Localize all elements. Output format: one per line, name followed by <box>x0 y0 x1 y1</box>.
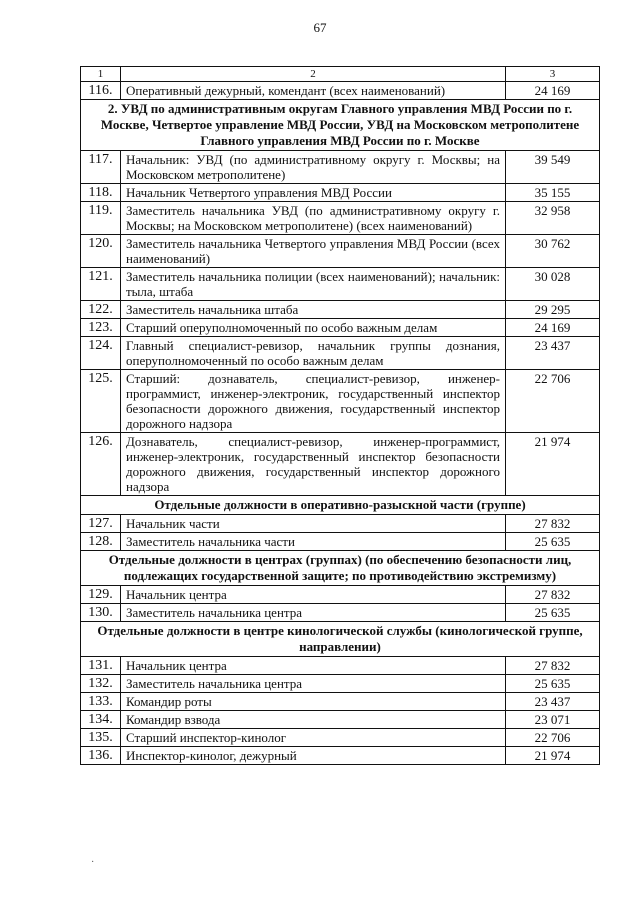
table-row <box>81 693 600 711</box>
salary-value: 25 635 <box>506 604 600 622</box>
salary-value: 39 549 <box>506 151 600 184</box>
page-number: 67 <box>313 20 327 35</box>
position-title: Заместитель начальника Четвертого управления МВД России (всех наименований) <box>121 235 506 268</box>
section-title: Отдельные должности в центре кинологической службы (кинологической группе, направлении) <box>81 622 600 657</box>
table-row <box>81 515 600 533</box>
row-number: 125. <box>81 370 121 433</box>
row-number: 124. <box>81 337 121 370</box>
table-row <box>81 370 600 433</box>
salary-value: 25 635 <box>506 675 600 693</box>
salary-value: 21 974 <box>506 433 600 496</box>
salary-value: 23 071 <box>506 711 600 729</box>
salary-value: 24 169 <box>506 82 600 100</box>
position-title: Заместитель начальника полиции (всех наименований); начальник: тыла, штаба <box>121 268 506 301</box>
salary-value: 27 832 <box>506 657 600 675</box>
row-number: 126. <box>81 433 121 496</box>
salary-value: 32 958 <box>506 202 600 235</box>
table-row <box>81 711 600 729</box>
table-row <box>81 301 600 319</box>
salary-table <box>80 66 600 765</box>
row-number: 133. <box>81 693 121 711</box>
row-number: 121. <box>81 268 121 301</box>
salary-value: 30 762 <box>506 235 600 268</box>
row-number: 136. <box>81 747 121 765</box>
table-row <box>81 586 600 604</box>
position-title: Старший инспектор-кинолог <box>121 729 506 747</box>
table-row <box>81 604 600 622</box>
table-row <box>81 747 600 765</box>
header-col-3: 3 <box>506 67 600 82</box>
row-number: 128. <box>81 533 121 551</box>
salary-value: 24 169 <box>506 319 600 337</box>
table-row <box>81 151 600 184</box>
position-title: Заместитель начальника центра <box>121 675 506 693</box>
table-row <box>81 729 600 747</box>
table-row <box>81 675 600 693</box>
position-title: Начальник Четвертого управления МВД России <box>121 184 506 202</box>
salary-value: 27 832 <box>506 515 600 533</box>
table-row <box>81 319 600 337</box>
table-row <box>81 657 600 675</box>
bottom-mark: · <box>91 857 95 868</box>
section-title: 2. УВД по административным округам Главного управления МВД России по г. Москве, Четвертое управление МВД России, УВД на Московском метрополитене Главного управления МВД России по г. Москве <box>81 100 600 151</box>
salary-value: 27 832 <box>506 586 600 604</box>
row-number: 123. <box>81 319 121 337</box>
row-number: 122. <box>81 301 121 319</box>
position-title: Заместитель начальника части <box>121 533 506 551</box>
salary-value: 23 437 <box>506 337 600 370</box>
position-title: Начальник центра <box>121 657 506 675</box>
row-number: 127. <box>81 515 121 533</box>
table-row <box>81 268 600 301</box>
salary-value: 22 706 <box>506 729 600 747</box>
table-row <box>81 235 600 268</box>
position-title: Главный специалист-ревизор, начальник группы дознания, оперуполномоченный по особо важным делам <box>121 337 506 370</box>
table-row <box>81 184 600 202</box>
row-number: 118. <box>81 184 121 202</box>
header-col-1: 1 <box>81 67 121 82</box>
position-title: Командир роты <box>121 693 506 711</box>
position-title: Заместитель начальника центра <box>121 604 506 622</box>
table-row <box>81 533 600 551</box>
section-header-row <box>81 551 600 586</box>
position-title: Оперативный дежурный, комендант (всех наименований) <box>121 82 506 100</box>
section-header-row <box>81 100 600 151</box>
position-title: Начальник части <box>121 515 506 533</box>
section-title: Отдельные должности в оперативно-разыскной части (группе) <box>81 496 600 515</box>
row-number: 119. <box>81 202 121 235</box>
salary-value: 21 974 <box>506 747 600 765</box>
row-number: 116. <box>81 82 121 100</box>
salary-value: 30 028 <box>506 268 600 301</box>
position-title: Командир взвода <box>121 711 506 729</box>
row-number: 134. <box>81 711 121 729</box>
row-number: 129. <box>81 586 121 604</box>
table-header-row <box>81 67 600 82</box>
salary-value: 23 437 <box>506 693 600 711</box>
position-title: Заместитель начальника штаба <box>121 301 506 319</box>
salary-value: 22 706 <box>506 370 600 433</box>
section-title: Отдельные должности в центрах (группах) (по обеспечению безопасности лиц, подлежащих государственной защите; по противодействию экстремизму) <box>81 551 600 586</box>
position-title: Старший: дознаватель, специалист-ревизор, инженер-программист, инженер-электроник, государственный инспектор безопасности дорожного движения, государственный инспектор дорожного надзора <box>121 370 506 433</box>
row-number: 135. <box>81 729 121 747</box>
table-row <box>81 433 600 496</box>
row-number: 130. <box>81 604 121 622</box>
salary-value: 35 155 <box>506 184 600 202</box>
salary-value: 25 635 <box>506 533 600 551</box>
row-number: 132. <box>81 675 121 693</box>
salary-value: 29 295 <box>506 301 600 319</box>
section-header-row <box>81 622 600 657</box>
position-title: Дознаватель, специалист-ревизор, инженер-программист, инженер-электроник, государственный инспектор безопасности дорожного движения, государственный инспектор дорожного надзора <box>121 433 506 496</box>
position-title: Инспектор-кинолог, дежурный <box>121 747 506 765</box>
table-row <box>81 337 600 370</box>
row-number: 131. <box>81 657 121 675</box>
row-number: 120. <box>81 235 121 268</box>
table-row <box>81 202 600 235</box>
table-row <box>81 82 600 100</box>
position-title: Начальник: УВД (по административному округу г. Москвы; на Московском метрополитене) <box>121 151 506 184</box>
position-title: Старший оперуполномоченный по особо важным делам <box>121 319 506 337</box>
position-title: Начальник центра <box>121 586 506 604</box>
section-header-row <box>81 496 600 515</box>
header-col-2: 2 <box>121 67 506 82</box>
position-title: Заместитель начальника УВД (по административному округу г. Москвы; на Московском метрополитене) (всех наименований) <box>121 202 506 235</box>
row-number: 117. <box>81 151 121 184</box>
